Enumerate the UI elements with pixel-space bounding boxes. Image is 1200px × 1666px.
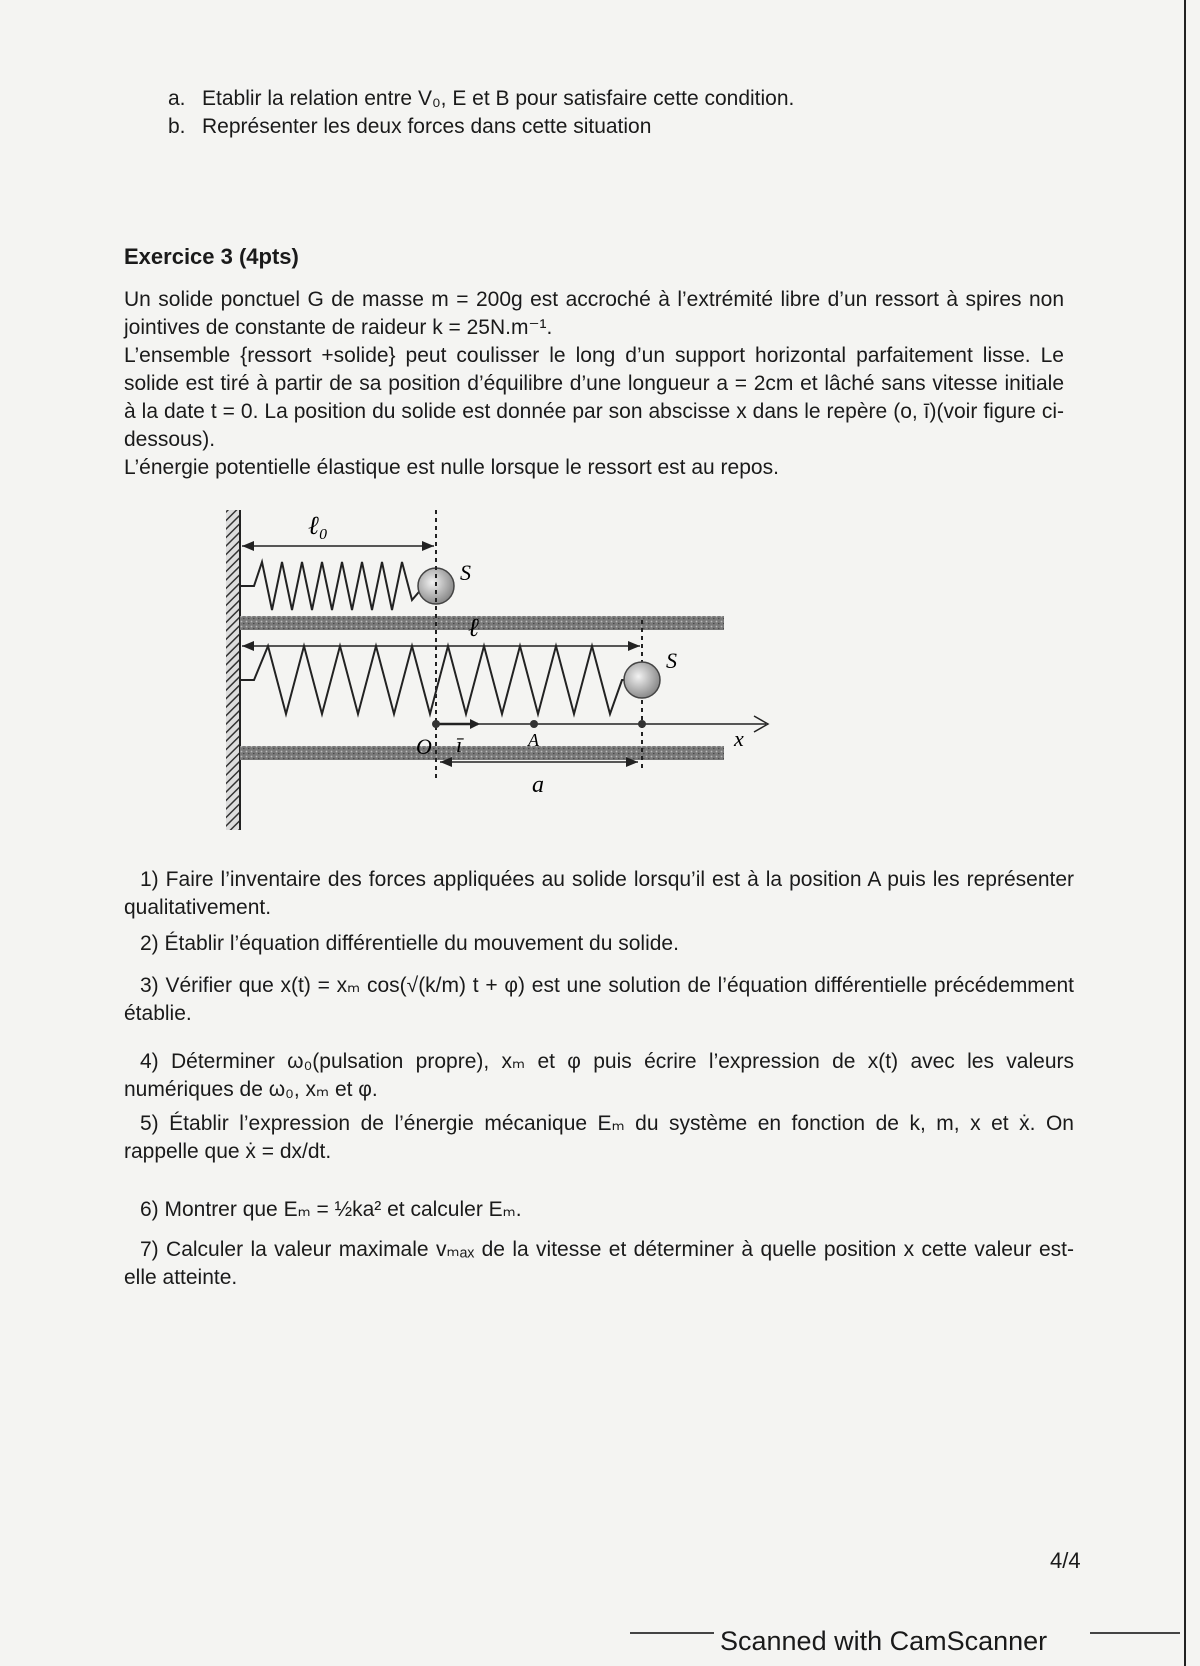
header-item-text: Etablir la relation entre V₀, E et B pour satisfaire cette condition. — [202, 87, 795, 110]
l-arrow — [242, 641, 640, 651]
unit-vector-arrow — [436, 719, 480, 729]
camscanner-watermark: Scanned with CamScanner — [720, 1626, 1048, 1656]
intro-paragraph-3: L’énergie potentielle élastique est nulle lorsque le ressort est au repos. — [124, 456, 779, 479]
intro-paragraph-1: Un solide ponctuel G de masse m = 200g est accroché à l’extrémité libre d’un ressort à spires non jointives de constante de raideur k = 25N.m⁻¹. — [124, 288, 1064, 339]
header-item-text: Représenter les deux forces dans cette situation — [202, 115, 652, 138]
footer-rule-right — [1090, 1632, 1180, 1634]
label-unit-vector: ī — [456, 732, 463, 757]
spring-mass-figure — [220, 500, 840, 840]
intro-paragraph-2: L’ensemble {ressort +solide} peut coulisser le long d’un support horizontal parfaitement lisse. Le solide est tiré à partir de sa position d’équilibre d’une longueur a = 2cm et lâché sans vitesse initiale à la date t = 0. La position du solide est donnée par son abscisse x dans le repère (o, ī)(voir figure ci-dessous). — [124, 344, 1064, 451]
question-2: 2) Établir l’équation différentielle du mouvement du solide. — [140, 932, 679, 955]
header-item-b — [168, 114, 651, 140]
label-l0: ℓ₀ — [308, 511, 328, 540]
header-item-label: b. — [168, 115, 186, 138]
x-axis — [436, 716, 768, 732]
page-number: 4/4 — [1050, 1548, 1081, 1573]
top-spring — [240, 562, 430, 610]
header-item-a — [168, 86, 794, 112]
scan-edge — [1184, 0, 1186, 1666]
label-origin: O — [416, 734, 432, 759]
point-a-marker — [530, 720, 538, 728]
point-o — [432, 720, 440, 728]
exercise-title: Exercice 3 (4pts) — [124, 244, 299, 269]
top-support — [240, 616, 724, 630]
question-7: 7) Calculer la valeur maximale vₘₐₓ de la vitesse et déterminer à quelle position x cette valeur est-elle atteinte. — [124, 1238, 1074, 1289]
question-1: 1) Faire l’inventaire des forces appliquées au solide lorsqu’il est à la position A puis les représenter qualitativement. — [124, 868, 1074, 919]
point-stretched — [638, 720, 646, 728]
footer-rule-left — [630, 1632, 714, 1634]
question-3: 3) Vérifier que x(t) = xₘ cos(√(k/m) t + φ) est une solution de l’équation différentielle précédemment établie. — [124, 974, 1074, 1025]
label-axis-x: x — [734, 726, 744, 751]
l0-arrow — [242, 541, 434, 551]
bottom-spring — [240, 646, 628, 714]
label-point-a: A — [528, 730, 539, 750]
label-s-bottom: S — [666, 648, 677, 673]
label-amplitude: a — [532, 772, 544, 798]
label-s-top: S — [460, 560, 471, 585]
question-6: 6) Montrer que Eₘ = ½ka² et calculer Eₘ. — [140, 1198, 522, 1221]
wall — [226, 510, 240, 830]
bottom-solid — [624, 662, 660, 698]
question-5: 5) Établir l’expression de l’énergie mécanique Eₘ du système en fonction de k, m, x et ẋ. On rappelle que ẋ = dx/dt. — [124, 1112, 1074, 1163]
bottom-support — [240, 746, 724, 760]
question-4: 4) Déterminer ω₀(pulsation propre), xₘ et φ puis écrire l’expression de x(t) avec les valeurs numériques de ω₀, xₘ et φ. — [124, 1050, 1074, 1101]
label-l: ℓ — [468, 613, 479, 642]
header-item-label: a. — [168, 87, 186, 110]
